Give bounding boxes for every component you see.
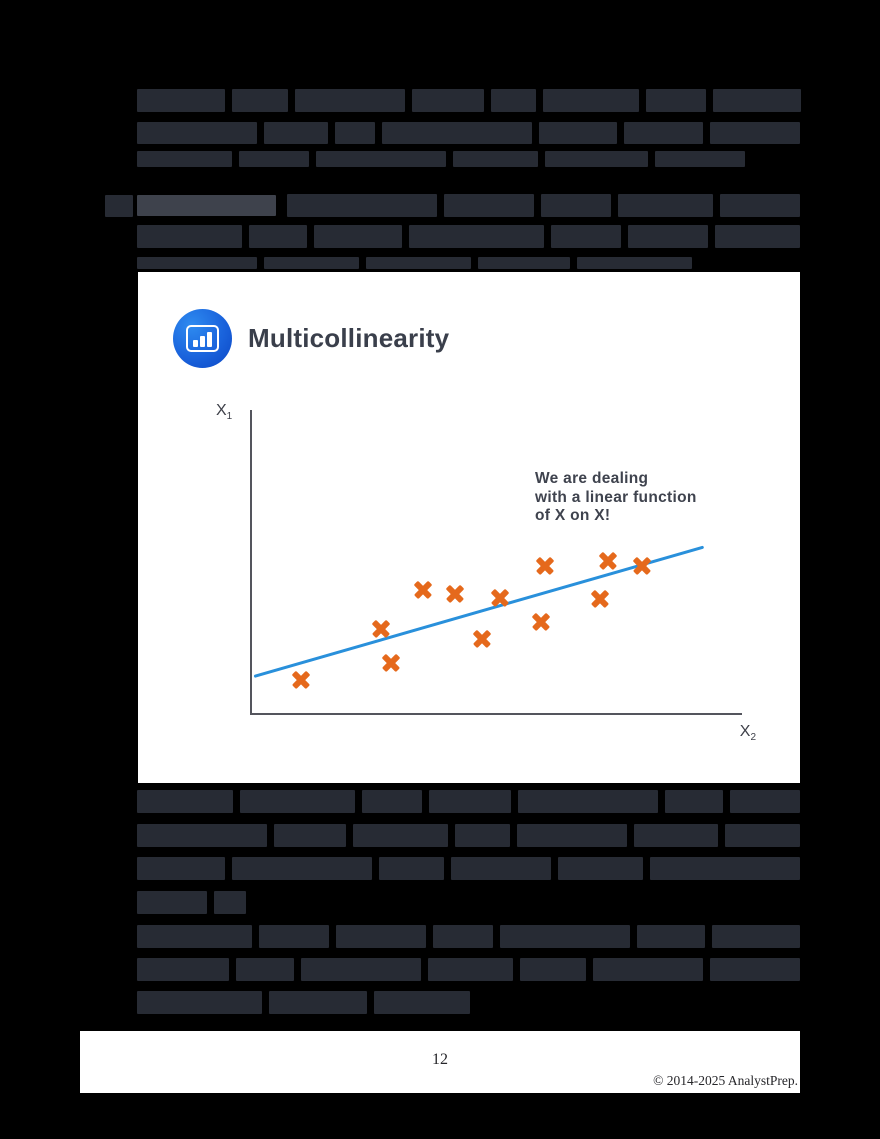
redacted-word (428, 958, 513, 981)
redacted-word (628, 225, 708, 248)
redacted-text-line (137, 925, 800, 948)
scatter-point-x-marker (291, 670, 311, 690)
redacted-word (137, 225, 242, 248)
redacted-word (730, 790, 800, 813)
redacted-word (336, 925, 426, 948)
redacted-word (618, 194, 713, 217)
scatter-point-x-marker (490, 588, 510, 608)
redacted-word (374, 991, 470, 1014)
redacted-word (593, 958, 703, 981)
y-axis-label: $X_1$ (216, 402, 233, 423)
redacted-word (335, 122, 375, 144)
redacted-word (137, 89, 225, 112)
redacted-word (713, 89, 801, 112)
scatter-point-x-marker (535, 556, 555, 576)
scatter-point-x-marker (531, 611, 551, 631)
redacted-word (249, 225, 307, 248)
redacted-word (710, 122, 800, 144)
x-axis-label: $X_2$ (739, 723, 756, 744)
redacted-word (137, 195, 276, 216)
scatter-point-x-marker (472, 628, 492, 648)
scatter-point-x-marker (413, 580, 433, 600)
redacted-word (314, 225, 402, 248)
redacted-word (239, 151, 309, 167)
redacted-word (710, 958, 800, 981)
redacted-word (517, 824, 627, 847)
redacted-text-line (137, 891, 246, 914)
redacted-word (105, 195, 133, 217)
redacted-word (409, 225, 544, 248)
redacted-word (287, 194, 437, 217)
redacted-word (269, 991, 367, 1014)
redacted-word (295, 89, 405, 112)
scatter-point-x-marker (598, 551, 618, 571)
redacted-word (444, 194, 534, 217)
redacted-word (518, 790, 658, 813)
redacted-word (478, 257, 570, 269)
redacted-text-line (137, 958, 800, 981)
redacted-text-line (137, 824, 800, 847)
redacted-text-line (137, 195, 276, 216)
redacted-word (382, 122, 532, 144)
redacted-word (274, 824, 346, 847)
redacted-word (137, 122, 257, 144)
page-footer (80, 1031, 800, 1093)
redacted-word (137, 991, 262, 1014)
redacted-word (715, 225, 800, 248)
redacted-word (650, 857, 800, 880)
redacted-word (725, 824, 800, 847)
redacted-word (232, 857, 372, 880)
scatter-point-x-marker (590, 589, 610, 609)
redacted-word (520, 958, 586, 981)
redacted-word (259, 925, 329, 948)
redacted-word (712, 925, 800, 948)
page-number: 12 (432, 1051, 448, 1068)
redacted-word (137, 824, 267, 847)
figure-title: Multicollinearity (248, 323, 450, 353)
redacted-word (637, 925, 705, 948)
redacted-word (500, 925, 630, 948)
redacted-word (433, 925, 493, 948)
redacted-word (577, 257, 692, 269)
redacted-word (545, 151, 648, 167)
bar-chart-icon-bar (200, 336, 205, 347)
redacted-text-line (137, 857, 800, 880)
bar-chart-icon (173, 309, 232, 368)
redacted-text-line (137, 225, 800, 248)
redacted-word (665, 790, 723, 813)
scatter-point-x-marker (632, 556, 652, 576)
redacted-word (214, 891, 246, 914)
redacted-text-line (137, 151, 745, 167)
redacted-text-line (137, 89, 801, 112)
redacted-text-line (137, 991, 470, 1014)
redacted-word (137, 891, 207, 914)
scatter-plot (216, 402, 756, 744)
redacted-word (264, 257, 359, 269)
redacted-word (137, 857, 225, 880)
redacted-word (301, 958, 421, 981)
redacted-word (558, 857, 643, 880)
redacted-word (379, 857, 444, 880)
redacted-word (646, 89, 706, 112)
redacted-word (543, 89, 639, 112)
redacted-word (624, 122, 703, 144)
redacted-word (634, 824, 718, 847)
redacted-word (455, 824, 510, 847)
redacted-word (541, 194, 611, 217)
scatter-point-x-marker (371, 618, 391, 638)
scatter-point-x-marker (445, 584, 465, 604)
bar-chart-icon-bar (207, 332, 212, 347)
redacted-word (236, 958, 294, 981)
redacted-text-line (137, 257, 692, 269)
redacted-word (137, 925, 252, 948)
redacted-text-line (105, 195, 133, 217)
redacted-word (232, 89, 288, 112)
redacted-text-line (287, 194, 800, 217)
redacted-word (137, 151, 232, 167)
redacted-word (366, 257, 471, 269)
copyright-notice: © 2014-2025 AnalystPrep. (653, 1073, 798, 1088)
redacted-word (453, 151, 538, 167)
scatter-point-x-marker (381, 652, 401, 672)
redacted-word (551, 225, 621, 248)
bar-chart-icon-bar (193, 340, 198, 347)
redacted-word (429, 790, 511, 813)
redacted-word (353, 824, 448, 847)
redacted-text-line (137, 122, 800, 144)
redacted-word (264, 122, 328, 144)
redacted-word (451, 857, 551, 880)
redacted-word (720, 194, 800, 217)
figure-header (173, 309, 449, 368)
redacted-word (137, 790, 233, 813)
redacted-word (362, 790, 422, 813)
bar-chart-icon-frame (186, 325, 219, 352)
multicollinearity-figure (138, 272, 800, 783)
redacted-word (539, 122, 617, 144)
redacted-word (137, 958, 229, 981)
redacted-word (655, 151, 745, 167)
redacted-word (240, 790, 355, 813)
redacted-word (412, 89, 484, 112)
redacted-word (137, 257, 257, 269)
redacted-word (316, 151, 446, 167)
redacted-word (491, 89, 536, 112)
redacted-text-line (137, 790, 800, 813)
annotation-text: We are dealing with a linear function of X on X! (535, 470, 697, 524)
